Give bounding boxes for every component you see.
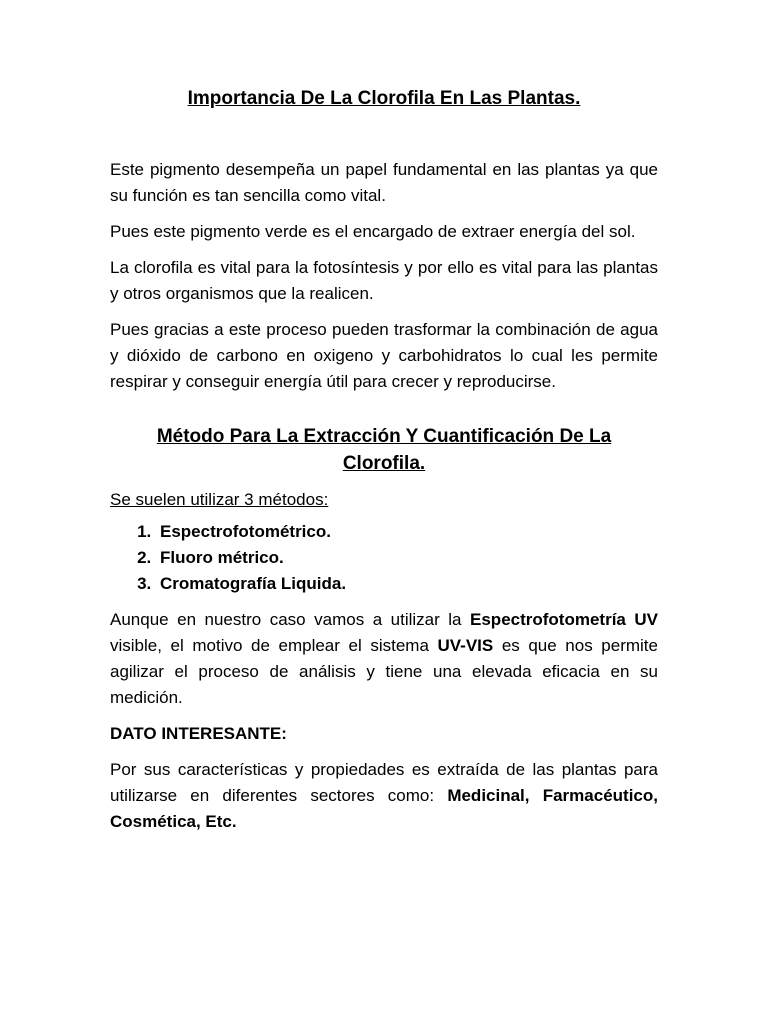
- bold-term: UV-VIS: [437, 636, 494, 655]
- text-run: Por sus características y propiedades es extraída de las plantas para utilizarse en diferentes sectores como:: [110, 760, 658, 805]
- intro-paragraph: La clorofila es vital para la fotosíntesis y por ello es vital para las plantas y otros organismos que la realicen.: [110, 258, 658, 303]
- bold-term: Espectrofotometría UV: [470, 610, 658, 629]
- fact-heading: DATO INTERESANTE:: [110, 724, 287, 743]
- method-item: 3. Cromatografía Liquida.: [156, 571, 658, 597]
- intro-section: [110, 157, 658, 395]
- section-heading: [110, 423, 658, 477]
- intro-paragraph: Este pigmento desempeña un papel fundamental en las plantas ya que su función es tan sencilla como vital.: [110, 160, 658, 205]
- method-item: 2. Fluoro métrico.: [156, 545, 658, 571]
- intro-paragraph: Pues gracias a este proceso pueden trasformar la combinación de agua y dióxido de carbono en oxigeno y carbohidratos lo cual les permite respirar y conseguir energía útil para crecer y reproducirse.: [110, 320, 658, 391]
- method-paragraph: [110, 607, 658, 711]
- document-title: Importancia De La Clorofila En Las Plantas.: [187, 88, 581, 109]
- text-run: es que nos permite agilizar el proceso de análisis y tiene una elevada eficacia en su medición.: [110, 636, 658, 707]
- methods-list: [110, 519, 658, 597]
- text-run: visible, el motivo de emplear el sistema: [110, 636, 438, 655]
- bold-term: Medicinal, Farmacéutico, Cosmética, Etc.: [110, 786, 658, 831]
- methods-intro: Se suelen utilizar 3 métodos:: [110, 490, 329, 509]
- method-item: 1. Espectrofotométrico.: [156, 519, 658, 545]
- section-heading-line: Clorofila.: [342, 453, 426, 474]
- fact-paragraph: [110, 757, 658, 835]
- text-run: Aunque en nuestro caso vamos a utilizar la: [110, 610, 471, 629]
- intro-paragraph: Pues este pigmento verde es el encargado de extraer energía del sol.: [110, 222, 636, 241]
- section-heading-line: Método Para La Extracción Y Cuantificación De La: [156, 426, 612, 447]
